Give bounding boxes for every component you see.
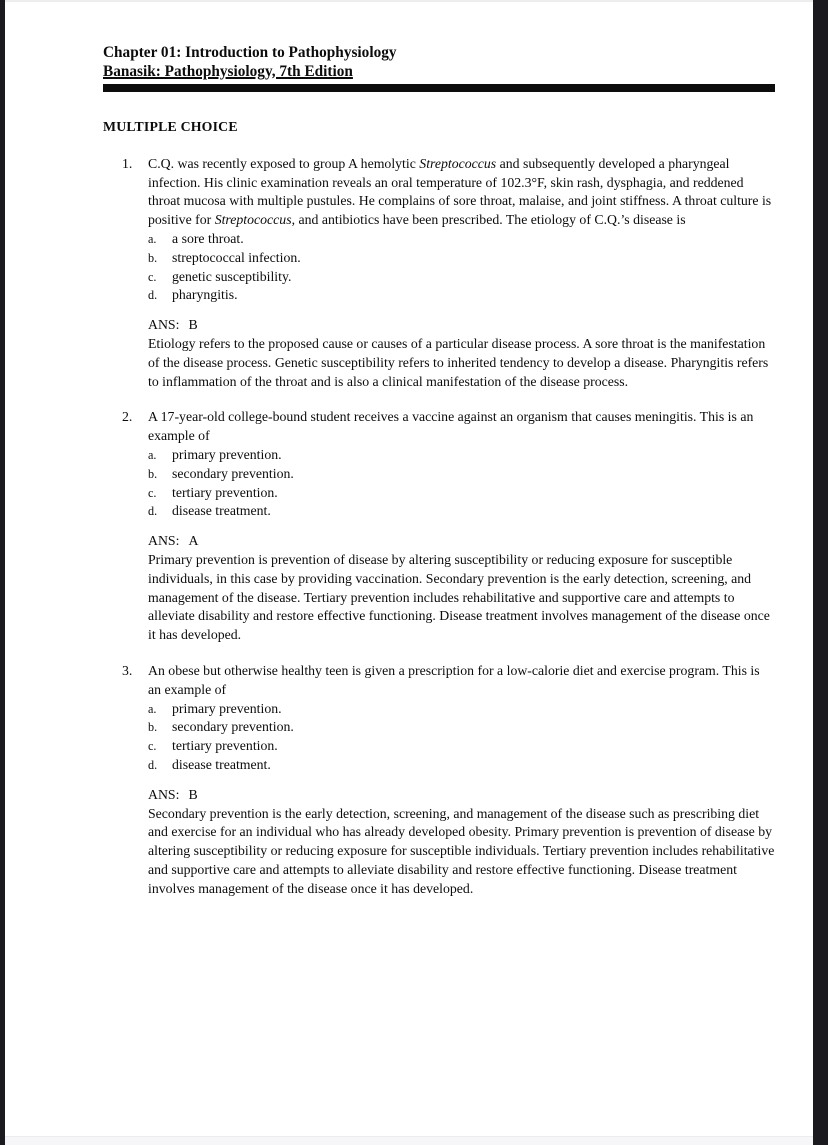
option-letter: d. (148, 288, 158, 303)
option-b (148, 465, 775, 484)
question-1 (103, 155, 775, 392)
question-number: 3. (122, 662, 133, 678)
document-header (103, 43, 775, 92)
left-edge-bar (0, 0, 5, 1145)
answer-label: ANS: (148, 786, 180, 802)
bottom-page-edge (5, 1136, 813, 1145)
rationale: Secondary prevention is the early detection, screening, and management of the disease such as prescribing diet and exercise for an individual who has already developed obesity. Primary prevention is prevention of disease by altering susceptibility or reducing exposure for susceptible individuals. Tertiary prevention includes rehabilitative and supportive care and attempts to alleviate disability and restore effective functioning. Disease treatment involves management of the disease once it has developed. (148, 805, 775, 896)
answer-label: ANS: (148, 533, 180, 549)
question-list (103, 155, 775, 899)
option-d (148, 756, 775, 775)
top-hairline (5, 0, 813, 2)
option-b (148, 718, 775, 737)
question-number: 1. (122, 155, 133, 171)
question-3 (103, 662, 775, 899)
option-letter: d. (148, 504, 158, 519)
rationale: Primary prevention is prevention of disease by altering susceptibility or reducing exposure for susceptible individuals, in this case by providing vaccination. Secondary prevention is the early detection, screening, and management of the disease. Tertiary prevention includes rehabilitative and supportive care and attempts to alleviate disability and restore effective functioning. Disease treatment involves management of the disease once it has developed. (148, 551, 770, 643)
option-text: disease treatment. (172, 503, 271, 519)
right-edge-bar (813, 0, 828, 1145)
option-letter: d. (148, 757, 158, 772)
option-text: secondary prevention. (172, 465, 294, 481)
option-letter: c. (148, 269, 157, 284)
question-stem: A 17-year-old college-bound student receives a vaccine against an organism that causes meningitis. This is an example of (148, 409, 754, 444)
option-letter: a. (148, 231, 157, 246)
option-d (148, 286, 775, 305)
option-letter: a. (148, 701, 157, 716)
book-title: Banasik: Pathophysiology, 7th Edition (103, 63, 353, 80)
page-content (103, 43, 775, 915)
answer-letter: A (188, 533, 199, 549)
option-a (148, 446, 775, 465)
option-text: disease treatment. (172, 756, 271, 772)
option-letter: b. (148, 466, 158, 481)
option-d (148, 502, 775, 521)
answer-letter: B (188, 786, 198, 802)
option-text: pharyngitis. (172, 287, 238, 303)
question-stem: C.Q. was recently exposed to group A hemolytic Streptococcus and subsequently developed a pharyngeal infection. His clinic examination reveals an oral temperature of 102.3°F, skin rash, dysphagia, and reddened throat mucosa with multiple pustules. He complains of sore throat, malaise, and joint stiffness. A throat culture is positive for Streptococcus, and antibiotics have been prescribed. The etiology of C.Q.’s disease is (148, 155, 772, 228)
answer (148, 532, 775, 551)
question-stem: An obese but otherwise healthy teen is given a prescription for a low-calorie diet and exercise program. This is an example of (148, 662, 760, 697)
option-a (148, 700, 775, 719)
option-letter: b. (148, 720, 158, 735)
option-letter: c. (148, 739, 157, 754)
option-text: primary prevention. (172, 446, 282, 462)
answer (148, 786, 775, 805)
answer-letter: B (188, 317, 198, 333)
option-b (148, 249, 775, 268)
option-letter: b. (148, 250, 158, 265)
chapter-title: Chapter 01: Introduction to Pathophysiology (103, 44, 397, 61)
rationale: Etiology refers to the proposed cause or causes of a particular disease process. A sore throat is the manifestation of the disease process. Genetic susceptibility refers to inherited tendency to develop a disease. Pharyngitis refers to inflammation of the throat and is also a clinical manifestation of the disease process. (148, 335, 769, 389)
option-text: a sore throat. (172, 230, 244, 246)
answer (148, 316, 775, 335)
option-text: streptococcal infection. (172, 249, 301, 265)
section-label: MULTIPLE CHOICE (103, 119, 238, 134)
option-letter: a. (148, 447, 157, 462)
option-c (148, 484, 775, 503)
option-text: tertiary prevention. (172, 484, 278, 500)
question-2 (103, 408, 775, 645)
option-letter: c. (148, 485, 157, 500)
answer-label: ANS: (148, 317, 180, 333)
option-text: primary prevention. (172, 700, 282, 716)
option-a (148, 230, 775, 249)
option-text: tertiary prevention. (172, 738, 278, 754)
option-c (148, 268, 775, 287)
option-text: secondary prevention. (172, 719, 294, 735)
header-rule (103, 84, 775, 92)
option-text: genetic susceptibility. (172, 268, 292, 284)
option-c (148, 737, 775, 756)
question-number: 2. (122, 409, 133, 425)
